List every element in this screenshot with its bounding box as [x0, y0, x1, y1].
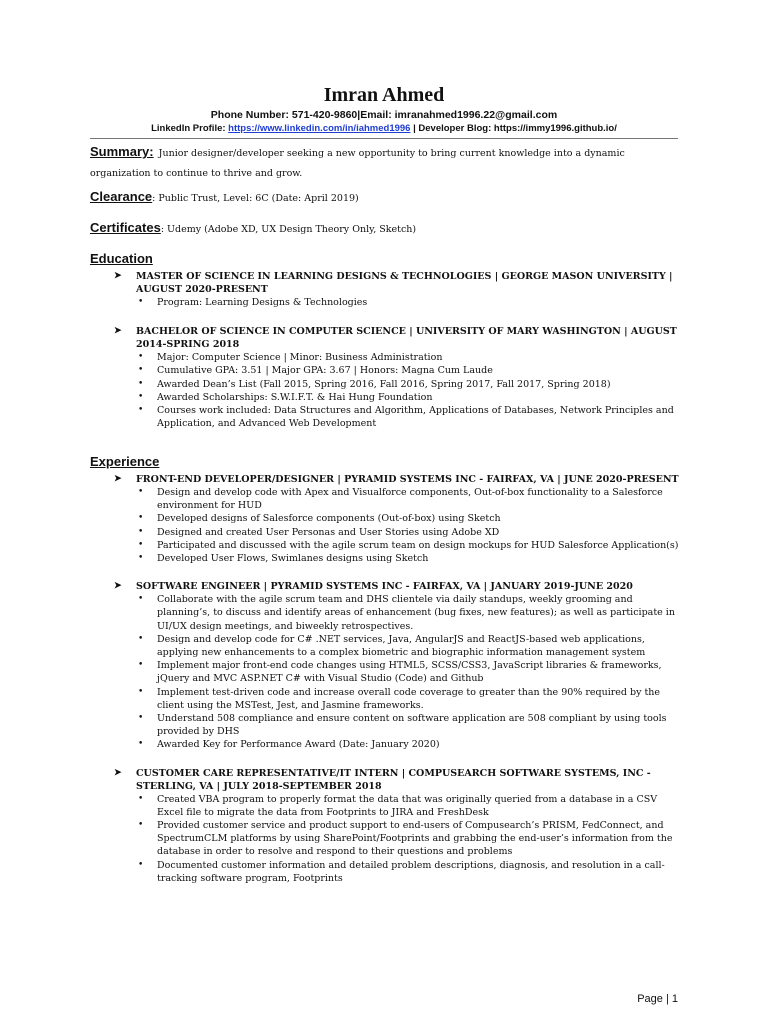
- experience-entry: [90, 473, 680, 565]
- experience-bullets: [90, 486, 680, 565]
- experience-bullet: • Designed and created User Personas and User Stories using Adobe XD: [90, 526, 680, 539]
- education-bullet: • Awarded Dean’s List (Fall 2015, Spring 2016, Fall 2016, Spring 2017, Fall 2017, Spring 2018): [90, 378, 680, 391]
- resume-header: [0, 84, 768, 134]
- experience-bullet: • Implement test-driven code and increase overall code coverage to greater than the 90% required by the client using the MSTest, Jest, and Jasmine frameworks.: [90, 686, 680, 712]
- linkedin-link[interactable]: https://www.linkedin.com/in/iahmed1996: [228, 123, 411, 134]
- arrow-bullet-icon: ➤: [114, 271, 122, 281]
- blog-text: | Developer Blog: https://immy1996.github.io/: [410, 123, 617, 134]
- certificates-text: : Udemy (Adobe XD, UX Design Theory Only, Sketch): [160, 224, 417, 235]
- education-entry: [90, 325, 680, 430]
- education-entry-title-text: MASTER OF SCIENCE IN LEARNING DESIGNS & TECHNOLOGIES | GEORGE MASON UNIVERSITY | AUGUST 2020-PRESENT: [136, 271, 673, 295]
- experience-bullet: • Provided customer service and product support to end-users of Compusearch’s PRISM, FedConnect, and SpectrumCLM platforms by using SharePoint/Footprints and grabbing the end-user’s information from the database in order to resolve and respond to their questions and problems: [90, 819, 680, 859]
- experience-title: Experience: [90, 454, 160, 469]
- education-bullet: • Awarded Scholarships: S.W.I.F.T. & Hai Hung Foundation: [90, 391, 680, 404]
- education-bullets: [90, 296, 680, 309]
- summary-title: Summary:: [90, 144, 154, 159]
- candidate-name: Imran Ahmed: [323, 84, 445, 106]
- experience-bullet: • Awarded Key for Performance Award (Date: January 2020): [90, 738, 680, 751]
- clearance-text: : Public Trust, Level: 6C (Date: April 2019): [152, 193, 359, 204]
- links-line: [0, 123, 768, 134]
- experience-bullet: • Developed User Flows, Swimlanes designs using Sketch: [90, 552, 680, 565]
- education-bullets: [90, 351, 680, 430]
- experience-bullet: • Design and develop code with Apex and Visualforce components, Out-of-box functionality to a Salesforce environment for HUD: [90, 486, 680, 512]
- certificates-title: Certificates: [90, 220, 161, 235]
- experience-entry: [90, 767, 680, 885]
- clearance-section: [90, 186, 680, 205]
- education-section: [90, 251, 680, 430]
- experience-bullet: • Design and develop code for C# .NET services, Java, AngularJS and ReactJS-based web applications, applying new enhancements to a complex biometric and biographic information management system: [90, 633, 680, 659]
- experience-entry-title-text: CUSTOMER CARE REPRESENTATIVE/IT INTERN | COMPUSEARCH SOFTWARE SYSTEMS, INC - STERLING, VA | JULY 2018-SEPTEMBER 2018: [136, 767, 651, 792]
- summary-text: Junior designer/developer seeking a new opportunity to bring current knowledge into a dynamic organization to continue to thrive and grow.: [90, 148, 625, 179]
- education-entry-title: [90, 270, 680, 296]
- experience-bullet: • Participated and discussed with the agile scrum team on design mockups for HUD Salesforce Application(s): [90, 539, 680, 552]
- header-divider: [90, 138, 678, 139]
- experience-bullet: • Created VBA program to properly format the data that was originally queried from a database in a CSV Excel file to migrate the data from Footprints to JIRA and FreshDesk: [90, 793, 680, 819]
- experience-entry: [90, 580, 680, 751]
- education-title: Education: [90, 251, 153, 266]
- experience-bullet: • Understand 508 compliance and ensure content on software application are 508 compliant by using tools provided by DHS: [90, 712, 680, 738]
- education-bullet: • Program: Learning Designs & Technologies: [90, 296, 680, 309]
- arrow-bullet-icon: ➤: [114, 767, 122, 778]
- experience-bullet: • Collaborate with the agile scrum team and DHS clientele via daily standups, weekly grooming and planning’s, to discuss and identify areas of enhancement (bug fixes, new features); as well as participate in UI/UX design meetings, and biweekly retrospectives.: [90, 593, 680, 633]
- arrow-bullet-icon: ➤: [114, 474, 122, 484]
- certificates-section: [90, 217, 680, 236]
- experience-section: [90, 454, 680, 885]
- contact-line: Phone Number: 571-420-9860|Email: imranahmed1996.22@gmail.com: [210, 109, 558, 121]
- experience-bullets: [90, 793, 680, 885]
- education-bullet: • Major: Computer Science | Minor: Business Administration: [90, 351, 680, 364]
- experience-entry-title-text: SOFTWARE ENGINEER | PYRAMID SYSTEMS INC - FAIRFAX, VA | JANUARY 2019-JUNE 2020: [136, 581, 633, 593]
- education-bullet: • Courses work included: Data Structures and Algorithm, Applications of Databases, Network Principles and Application, and Advanced Web Development: [90, 404, 680, 430]
- experience-bullet: • Developed designs of Salesforce components (Out-of-box) using Sketch: [90, 512, 680, 525]
- arrow-bullet-icon: ➤: [114, 581, 122, 592]
- linkedin-label: LinkedIn Profile:: [151, 123, 229, 134]
- summary-section: [90, 141, 680, 181]
- page-number: Page | 1: [637, 993, 678, 1005]
- experience-entry-title-text: FRONT-END DEVELOPER/DESIGNER | PYRAMID SYSTEMS INC - FAIRFAX, VA | JUNE 2020-PRESENT: [136, 474, 679, 485]
- experience-bullet: • Documented customer information and detailed problem descriptions, diagnosis, and resolution in a call-tracking software program, Footprints: [90, 859, 680, 885]
- experience-entry-title: [90, 767, 680, 793]
- education-entry: [90, 270, 680, 309]
- clearance-title: Clearance: [90, 189, 153, 204]
- education-entry-title-text: BACHELOR OF SCIENCE IN COMPUTER SCIENCE | UNIVERSITY OF MARY WASHINGTON | AUGUST 2014-SPRING 2018: [136, 326, 677, 351]
- experience-entry-title: [90, 473, 680, 486]
- experience-list: [90, 473, 680, 885]
- experience-bullet: • Implement major front-end code changes using HTML5, SCSS/CSS3, JavaScript libraries & frameworks, jQuery and MVC ASP.NET C# with Visual Studio (Code) and Github: [90, 659, 680, 685]
- arrow-bullet-icon: ➤: [114, 326, 122, 337]
- education-entry-title: [90, 325, 680, 351]
- experience-entry-title: [90, 580, 680, 593]
- education-list: [90, 270, 680, 430]
- experience-bullets: [90, 593, 680, 751]
- education-bullet: • Cumulative GPA: 3.51 | Major GPA: 3.67 | Honors: Magna Cum Laude: [90, 364, 680, 377]
